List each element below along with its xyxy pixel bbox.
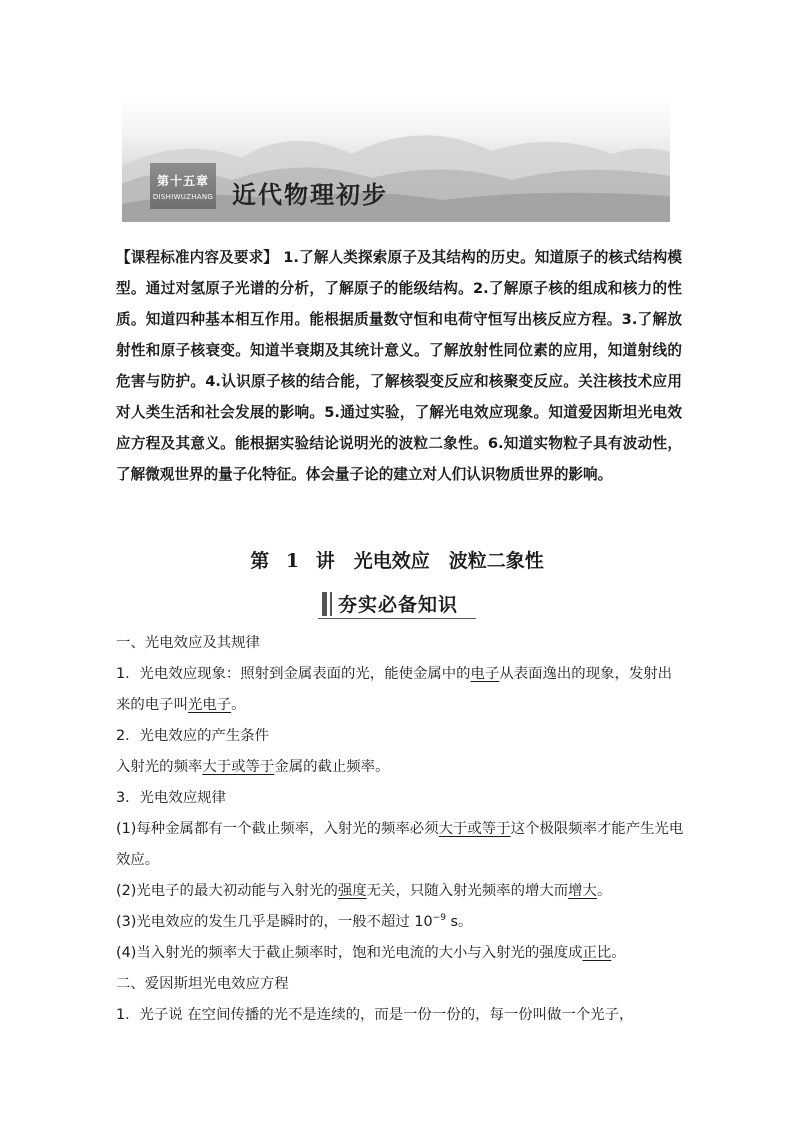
text-run: (2)光电子的最大初动能与入射光的 <box>116 883 338 899</box>
lecture-title: 第 1 讲 光电效应 波粒二象性 <box>250 550 544 572</box>
text-run: 金属的截止频率。 <box>274 759 390 775</box>
section-badge-text: 夯实必备知识 <box>338 594 459 616</box>
text-run: 无关，只随入射光频率的增大而 <box>366 883 569 899</box>
paragraph-conditions <box>116 752 684 783</box>
text-run: (4)当入射光的频率大于截止频率时，饱和光电流的大小与入射光的强度成 <box>116 945 583 961</box>
chapter-title: 近代物理初步 <box>232 181 388 209</box>
badge-bar-icon <box>322 592 327 616</box>
text-run: s。 <box>445 914 473 930</box>
underlined-term: 正比 <box>582 945 612 961</box>
main-content <box>116 628 684 1031</box>
exponent: −9 <box>432 913 446 924</box>
subheading-rules: 3．光电效应规律 <box>116 790 226 806</box>
section-heading-1: 一、光电效应及其规律 <box>116 635 260 651</box>
text-run: 从表面逸出的现象，发射出来的电子叫 <box>116 666 673 713</box>
rule-2 <box>116 876 684 907</box>
section-heading-2: 二、爱因斯坦光电效应方程 <box>116 976 289 992</box>
text-run: 入射光的频率 <box>116 759 203 775</box>
text-run: 。 <box>596 883 612 899</box>
rule-4 <box>116 938 684 969</box>
underlined-term: 大于或等于 <box>438 821 511 837</box>
underlined-term: 大于或等于 <box>202 759 275 775</box>
text-run: 。 <box>611 945 626 961</box>
text-run: 这个极限频率才能产生光电效应。 <box>116 821 684 868</box>
underlined-term: 电子 <box>470 666 500 682</box>
subheading-conditions: 2．光电效应的产生条件 <box>116 728 270 744</box>
section-badge <box>318 589 476 619</box>
badge-bar-thin-icon <box>330 592 332 616</box>
standard-text: 1.了解人类探索原子及其结构的历史。知道原子的核式结构模型。通过对氢原子光谱的分析，了解原子的能级结构。2.了解原子核的组成和核力的性质。知道四种基本相互作用。能根据质量数守恒和电荷守恒写出核反应方程。3.了解放射性和原子核衰变。知道半衰期及其统计意义。了解放射性同位素的应用，知道射线的危害与防护。4.认识原子核的结合能，了解核裂变反应和核聚变反应。关注核技术应用对人类生活和社会发展的影响。5.通过实验，了解光电效应现象。知道爱因斯坦光电效应方程及其意义。能根据实验结论说明光的波粒二象性。6.知道实物粒子具有波动性，了解微观世界的量子化特征。体会量子论的建立对人们认识物质世界的影响。 <box>116 249 682 483</box>
underlined-term: 强度 <box>337 883 367 899</box>
rule-3 <box>116 907 684 938</box>
text-run: (3)光电效应的发生几乎是瞬时的，一般不超过 10 <box>116 914 433 930</box>
underlined-term: 增大 <box>568 883 597 899</box>
text-run: 。 <box>231 697 246 713</box>
standard-label: 【课程标准内容及要求】 <box>116 249 279 266</box>
curriculum-standard <box>116 242 682 490</box>
chapter-number: 第十五章 <box>156 174 209 188</box>
paragraph-photoelectric-phenomenon <box>116 659 684 721</box>
chapter-pinyin: DISHIWUZHANG <box>152 193 214 201</box>
text-run: (1)每种金属都有一个截止频率，入射光的频率必须 <box>116 821 439 837</box>
chapter-number-box <box>150 163 216 209</box>
paragraph-photon-theory: 1．光子说 在空间传播的光不是连续的，而是一份一份的，每一份叫做一个光子， <box>116 1007 634 1023</box>
underlined-term: 光电子 <box>187 697 232 713</box>
text-run: 1．光电效应现象：照射到金属表面的光，能使金属中的 <box>116 666 471 682</box>
rule-1 <box>116 814 684 876</box>
